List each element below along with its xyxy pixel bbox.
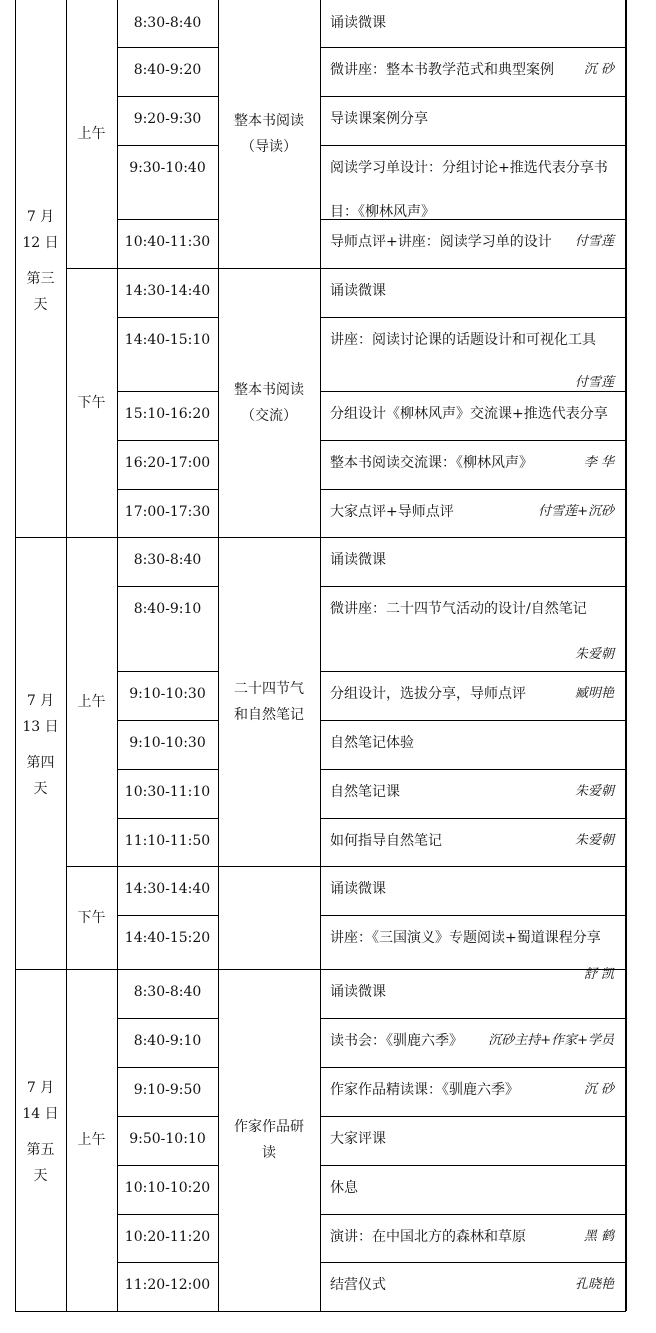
table-rule (117, 391, 218, 392)
day-date: 14 日 (22, 1106, 59, 1122)
table-rule (320, 1214, 626, 1215)
time-slot: 14:40-15:20 (124, 930, 211, 946)
activity-text: 自然笔记课 (330, 784, 400, 800)
table-rule (117, 268, 218, 269)
table-rule (117, 1311, 218, 1312)
table-rule (117, 317, 218, 318)
time-slot: 16:20-17:00 (124, 455, 211, 471)
table-rule (117, 915, 218, 916)
day-date: 13 日 (22, 719, 59, 735)
period-label: 下午 (77, 909, 106, 926)
presenter-name: 舒 凯 (583, 967, 614, 982)
presenter-name: 李 华 (583, 455, 614, 470)
activity-text: 大家点评+导师点评 (330, 504, 454, 520)
table-rule (117, 769, 218, 770)
day-month: 7 月 (26, 693, 55, 709)
topic-label: 和自然笔记 (234, 706, 304, 723)
table-rule (320, 915, 626, 916)
table-rule (320, 1262, 626, 1263)
table-rule (66, 0, 67, 1311)
activity-text: 讲座：《三国演义》专题阅读+蜀道课程分享 (330, 930, 601, 946)
topic-label: 作家作品研 (234, 1119, 304, 1135)
table-rule (320, 1116, 626, 1117)
table-rule (117, 969, 218, 970)
table-rule (320, 769, 626, 770)
time-slot: 14:40-15:10 (124, 332, 211, 348)
time-slot: 9:10-9:50 (133, 1082, 202, 1098)
table-rule (320, 671, 626, 672)
activity-text: 诵读微课 (330, 552, 386, 568)
table-rule (320, 1165, 626, 1166)
table-rule (117, 1067, 218, 1068)
presenter-name: 沉 砂 (583, 1082, 614, 1097)
table-rule (625, 0, 626, 1311)
activity-text: 分组设计，选拔分享，导师点评 (330, 686, 526, 702)
presenter-name: 孔晓艳 (574, 1277, 614, 1292)
presenter-name: 朱爱朝 (574, 833, 614, 848)
activity-text: 诵读微课 (330, 15, 386, 31)
time-slot: 9:30-10:40 (129, 160, 206, 176)
activity-text: 阅读学习单设计：分组讨论+推选代表分享书 (330, 160, 608, 176)
table-rule (117, 0, 118, 1311)
time-slot: 11:20-12:00 (124, 1277, 211, 1293)
time-slot: 9:10-10:30 (129, 686, 206, 702)
period-label: 下午 (77, 394, 106, 411)
table-rule (320, 1311, 626, 1312)
time-slot: 10:40-11:30 (124, 234, 211, 250)
table-rule (117, 1262, 218, 1263)
presenter-name: 付雪莲+沉砂 (538, 504, 614, 519)
topic-label: 整本书阅读 (234, 381, 304, 398)
table-rule (117, 145, 218, 146)
table-rule (320, 317, 626, 318)
time-slot: 10:10-10:20 (124, 1180, 211, 1196)
time-slot: 14:30-14:40 (124, 881, 211, 897)
time-slot: 9:20-9:30 (133, 111, 202, 127)
table-rule (117, 671, 218, 672)
table-rule (320, 1018, 626, 1019)
table-rule (117, 489, 218, 490)
day-month: 7 月 (26, 208, 55, 225)
table-rule (320, 96, 626, 97)
activity-text: 分组设计《柳林风声》交流课+推选代表分享 (330, 406, 608, 422)
table-rule (320, 720, 626, 721)
table-rule (320, 537, 626, 538)
time-slot: 8:40-9:20 (133, 62, 202, 78)
activity-text: 作家作品精读课：《驯鹿六季》 (330, 1082, 519, 1098)
time-slot: 10:30-11:10 (124, 784, 211, 800)
table-rule (320, 0, 321, 1311)
table-rule (320, 818, 626, 819)
period-label: 上午 (77, 126, 106, 142)
table-rule (117, 720, 218, 721)
day-month: 7 月 (26, 1080, 55, 1096)
table-rule (320, 145, 626, 146)
time-slot: 9:50-10:10 (129, 1131, 206, 1147)
table-rule (117, 586, 218, 587)
activity-text: 目：《柳林风声》 (330, 204, 435, 220)
presenter-name: 沉砂主持+作家+学员 (488, 1033, 614, 1048)
activity-text: 演讲：在中国北方的森林和草原 (330, 1229, 526, 1245)
table-rule (117, 1214, 218, 1215)
table-rule (117, 219, 218, 220)
activity-text: 自然笔记体验 (330, 735, 414, 751)
time-slot: 9:10-10:30 (129, 735, 206, 751)
time-slot: 8:30-8:40 (133, 15, 202, 31)
table-rule (117, 1116, 218, 1117)
table-rule (117, 47, 218, 48)
activity-text: 大家评课 (330, 1131, 386, 1147)
day-suffix: 天 (33, 1168, 48, 1184)
table-rule (320, 1067, 626, 1068)
day-ordinal: 第三 (26, 270, 55, 287)
table-rule (320, 47, 626, 48)
table-rule (320, 586, 626, 587)
activity-text: 结营仪式 (330, 1277, 386, 1293)
activity-text: 导读课案例分享 (330, 111, 428, 127)
time-slot: 14:30-14:40 (124, 283, 211, 299)
table-rule (117, 1018, 218, 1019)
presenter-name: 付雪莲 (574, 234, 614, 249)
activity-text: 微讲座：二十四节气活动的设计/自然笔记 (330, 601, 587, 617)
day-suffix: 天 (33, 296, 48, 313)
activity-text: 微讲座：整本书教学范式和典型案例 (330, 62, 554, 78)
day-ordinal: 第四 (26, 755, 55, 771)
topic-label: 二十四节气 (234, 680, 304, 697)
period-label: 上午 (77, 1132, 106, 1148)
day-ordinal: 第五 (26, 1142, 55, 1158)
activity-text: 诵读微课 (330, 984, 386, 1000)
activity-text: 如何指导自然笔记 (330, 833, 442, 849)
time-slot: 8:40-9:10 (133, 1033, 202, 1049)
table-rule (117, 1165, 218, 1166)
topic-label: 读 (262, 1145, 276, 1161)
day-date: 12 日 (22, 234, 59, 251)
day-suffix: 天 (33, 781, 48, 797)
presenter-name: 朱爱朝 (574, 647, 614, 662)
table-rule (320, 489, 626, 490)
table-rule (626, 0, 627, 1311)
activity-text: 休息 (330, 1180, 358, 1196)
table-rule (117, 440, 218, 441)
time-slot: 15:10-16:20 (124, 406, 211, 422)
table-rule (320, 268, 626, 269)
table-rule (320, 969, 626, 970)
time-slot: 17:00-17:30 (124, 504, 211, 520)
activity-text: 讲座：阅读讨论课的话题设计和可视化工具 (330, 332, 596, 348)
table-rule (117, 866, 218, 867)
presenter-name: 朱爱朝 (574, 784, 614, 799)
activity-text: 整本书阅读交流课：《柳林风声》 (330, 455, 533, 471)
presenter-name: 沉 砂 (583, 62, 614, 77)
time-slot: 8:30-8:40 (133, 552, 202, 568)
table-rule (117, 818, 218, 819)
presenter-name: 黑 鹤 (583, 1229, 614, 1244)
activity-text: 导师点评+讲座：阅读学习单的设计 (330, 234, 552, 250)
time-slot: 11:10-11:50 (124, 833, 211, 849)
time-slot: 8:40-9:10 (133, 601, 202, 617)
table-rule (117, 96, 218, 97)
time-slot: 10:20-11:20 (124, 1229, 211, 1245)
presenter-name: 付雪莲 (574, 375, 614, 390)
table-rule (117, 537, 218, 538)
topic-label: （导读） (241, 139, 297, 155)
topic-label: 整本书阅读 (234, 113, 304, 129)
topic-label: （交流） (241, 407, 297, 424)
time-slot: 8:30-8:40 (133, 984, 202, 1000)
activity-text: 读书会：《驯鹿六季》 (330, 1033, 463, 1049)
activity-text: 诵读微课 (330, 283, 386, 299)
period-label: 上午 (77, 693, 106, 710)
table-rule (320, 440, 626, 441)
table-rule (320, 866, 626, 867)
activity-text: 诵读微课 (330, 881, 386, 897)
presenter-name: 臧明艳 (574, 686, 614, 701)
